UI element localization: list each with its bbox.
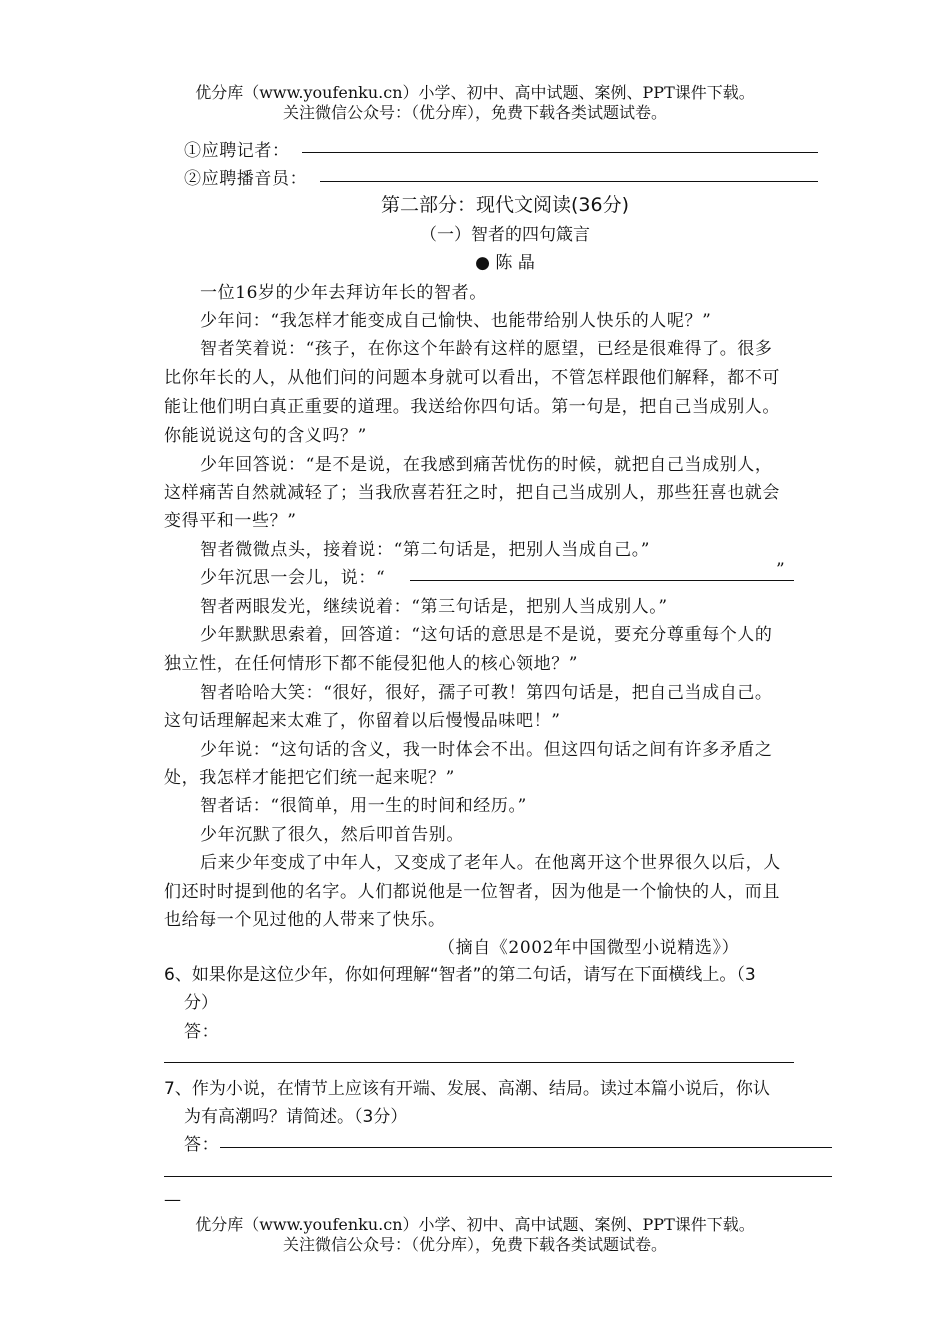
story-line: 后来少年变成了中年人，又变成了老年人。在他离开这个世界很久以后，人: [200, 853, 781, 873]
question-6-cont: 分）: [184, 993, 218, 1013]
footer-line-1: 优分库（www.youfenku.cn）小学、初中、高中试题、案例、PPT课件下载。: [195, 1215, 755, 1234]
story-answer-line[interactable]: [410, 580, 794, 581]
story-line: 也给每一个见过他的人带来了快乐。: [164, 910, 446, 930]
close-quote: ”: [776, 560, 786, 580]
answer-label-6: 答：: [184, 1022, 220, 1042]
story-line: 少年回答说：“是不是说，在我感到痛苦忧伤的时候，就把自己当成别人，: [200, 455, 773, 475]
fill-line-reporter[interactable]: [302, 152, 818, 153]
answer-line-7b[interactable]: [164, 1176, 832, 1177]
story-line: 能让他们明白真正重要的道理。我送给你四句话。第一句是，把自己当成别人。: [164, 397, 780, 417]
section-title: 第二部分：现代文阅读(36分): [380, 194, 629, 216]
story-line: 少年问：“我怎样才能变成自己愉快、也能带给别人快乐的人呢？”: [200, 311, 712, 331]
story-line: 智者话：“很简单，用一生的时间和经历。”: [200, 796, 527, 816]
story-line: 智者微微点头，接着说：“第二句话是，把别人当成自己。”: [200, 540, 651, 560]
story-source: （摘自《2002年中国微型小说精选》）: [438, 938, 740, 958]
question-7: 7、作为小说，在情节上应该有开端、发展、高潮、结局。读过本篇小说后，你认: [164, 1079, 770, 1099]
story-line: 这样痛苦自然就减轻了；当我欣喜若狂之时，把自己当成别人，那些狂喜也就会: [164, 483, 780, 503]
answer-line-7a[interactable]: [220, 1147, 832, 1148]
footer-line-2: 关注微信公众号：（优分库），免费下载各类试题试卷。: [282, 1235, 667, 1254]
story-line: 少年默默思索着，回答道：“这句话的意思是不是说，要充分尊重每个人的: [200, 625, 773, 645]
story-line: 你能说说这句的含义吗？”: [164, 426, 367, 446]
story-title: （一）智者的四句箴言: [420, 225, 590, 245]
trailing-dash: —: [164, 1190, 182, 1210]
header-line-2: 关注微信公众号：（优分库），免费下载各类试题试卷。: [282, 103, 667, 122]
story-line: 智者两眼发光，继续说着：“第三句话是，把别人当成别人。”: [200, 597, 668, 617]
question-6: 6、如果你是这位少年，你如何理解“智者”的第二句话，请写在下面横线上。（3: [164, 965, 756, 985]
story-line: 独立性，在任何情形下都不能侵犯他人的核心领地？”: [164, 654, 579, 674]
fill-item-announcer: ②应聘播音员：: [184, 169, 308, 189]
story-line: 处，我怎样才能把它们统一起来呢？”: [164, 768, 455, 788]
story-line: 变得平和一些？”: [164, 511, 297, 531]
question-7-cont: 为有高潮吗？请简述。（3分）: [184, 1107, 408, 1127]
answer-label-7: 答：: [184, 1135, 220, 1155]
story-line: 少年说：“这句话的含义，我一时体会不出。但这四句话之间有许多矛盾之: [200, 740, 773, 760]
story-line: 们还时时提到他的名字。人们都说他是一位智者，因为他是一个愉快的人，而且: [164, 882, 780, 902]
fill-line-announcer[interactable]: [320, 181, 818, 182]
story-author: ● 陈 晶: [475, 253, 535, 273]
fill-item-reporter: ①应聘记者：: [184, 141, 290, 161]
story-line: 智者哈哈大笑：“很好，很好，孺子可教！第四句话是，把自己当成自己。: [200, 683, 773, 703]
story-line: 比你年长的人，从他们问的问题本身就可以看出，不管怎样跟他们解释，都不可: [164, 368, 780, 388]
story-line: 智者笑着说：“孩子，在你这个年龄有这样的愿望，已经是很难得了。很多: [200, 339, 773, 359]
story-line: 少年沉默了很久，然后叩首告别。: [200, 825, 464, 845]
story-line: 一位16岁的少年去拜访年长的智者。: [200, 283, 487, 303]
answer-line-6[interactable]: [164, 1062, 794, 1063]
story-line: 这句话理解起来太难了，你留着以后慢慢品味吧！”: [164, 711, 561, 731]
header-line-1: 优分库（www.youfenku.cn）小学、初中、高中试题、案例、PPT课件下载。: [195, 83, 755, 102]
story-line: 少年沉思一会儿，说：“: [200, 568, 386, 588]
